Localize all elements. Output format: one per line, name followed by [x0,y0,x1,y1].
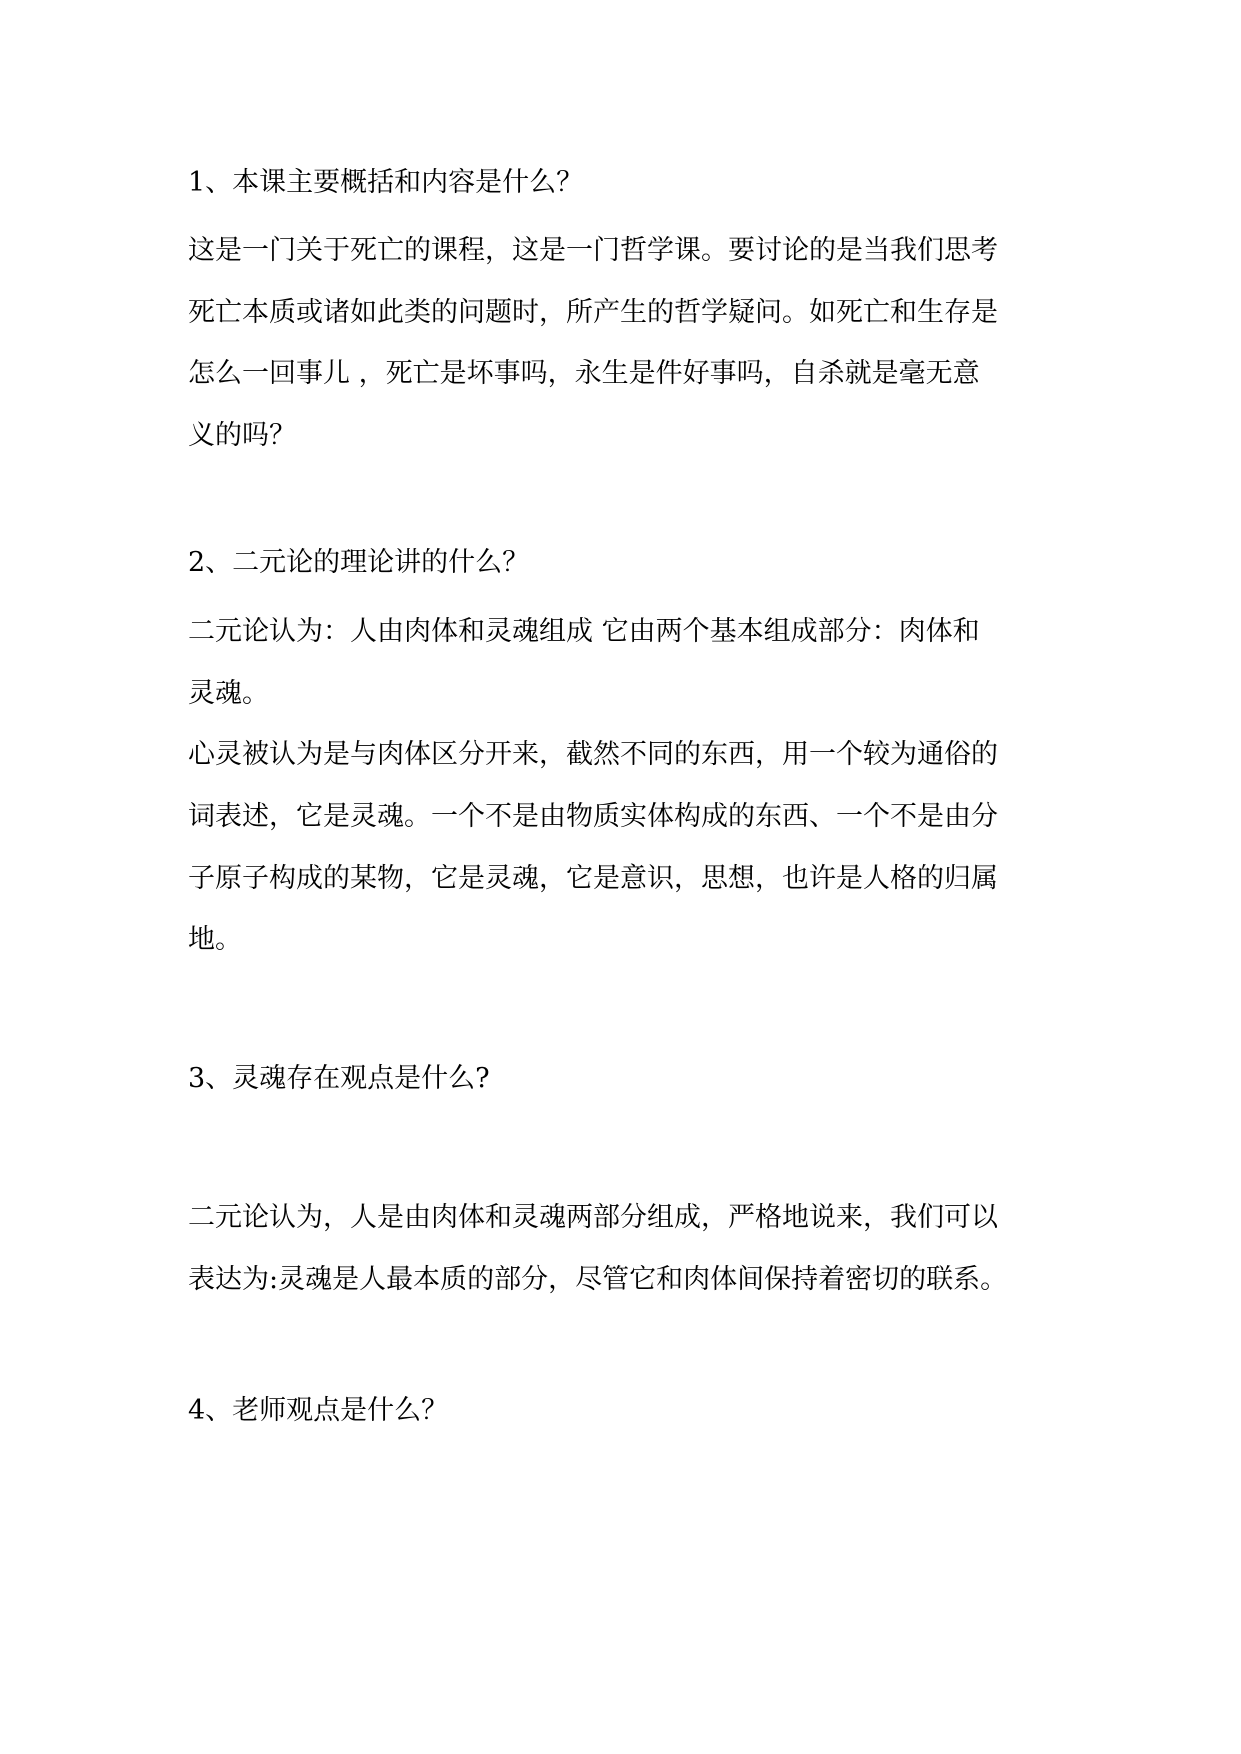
answer-3-line-2: 表达为:灵魂是人最本质的部分，尽管它和肉体间保持着密切的联系。 [188,1264,1008,1295]
answer-2-line-5: 子原子构成的某物，它是灵魂，它是意识，思想，也许是人格的归属 [188,863,998,894]
question-2-heading: 2、二元论的理论讲的什么？ [188,547,530,578]
answer-2-line-1: 二元论认为：人由肉体和灵魂组成 它由两个基本组成部分：肉体和 [188,616,980,647]
answer-1-line-2: 死亡本质或诸如此类的问题时，所产生的哲学疑问。如死亡和生存是 [188,297,998,328]
question-1-heading: 1、本课主要概括和内容是什么？ [188,167,584,198]
answer-3-line-1: 二元论认为，人是由肉体和灵魂两部分组成，严格地说来，我们可以 [188,1202,998,1233]
answer-1-line-4: 义的吗？ [188,420,296,451]
question-4-heading: 4、老师观点是什么？ [188,1395,449,1426]
answer-2-line-2: 灵魂。 [188,678,269,709]
answer-1-line-3: 怎么一回事儿 ，死亡是坏事吗，永生是件好事吗，自杀就是毫无意 [188,358,980,389]
answer-2-line-6: 地。 [188,924,242,955]
answer-2-line-3: 心灵被认为是与肉体区分开来，截然不同的东西，用一个较为通俗的 [188,739,998,770]
answer-1-line-1: 这是一门关于死亡的课程，这是一门哲学课。要讨论的是当我们思考 [188,235,998,266]
question-3-heading: 3、灵魂存在观点是什么? [188,1063,490,1094]
answer-2-line-4: 词表述，它是灵魂。一个不是由物质实体构成的东西、一个不是由分 [188,801,998,832]
